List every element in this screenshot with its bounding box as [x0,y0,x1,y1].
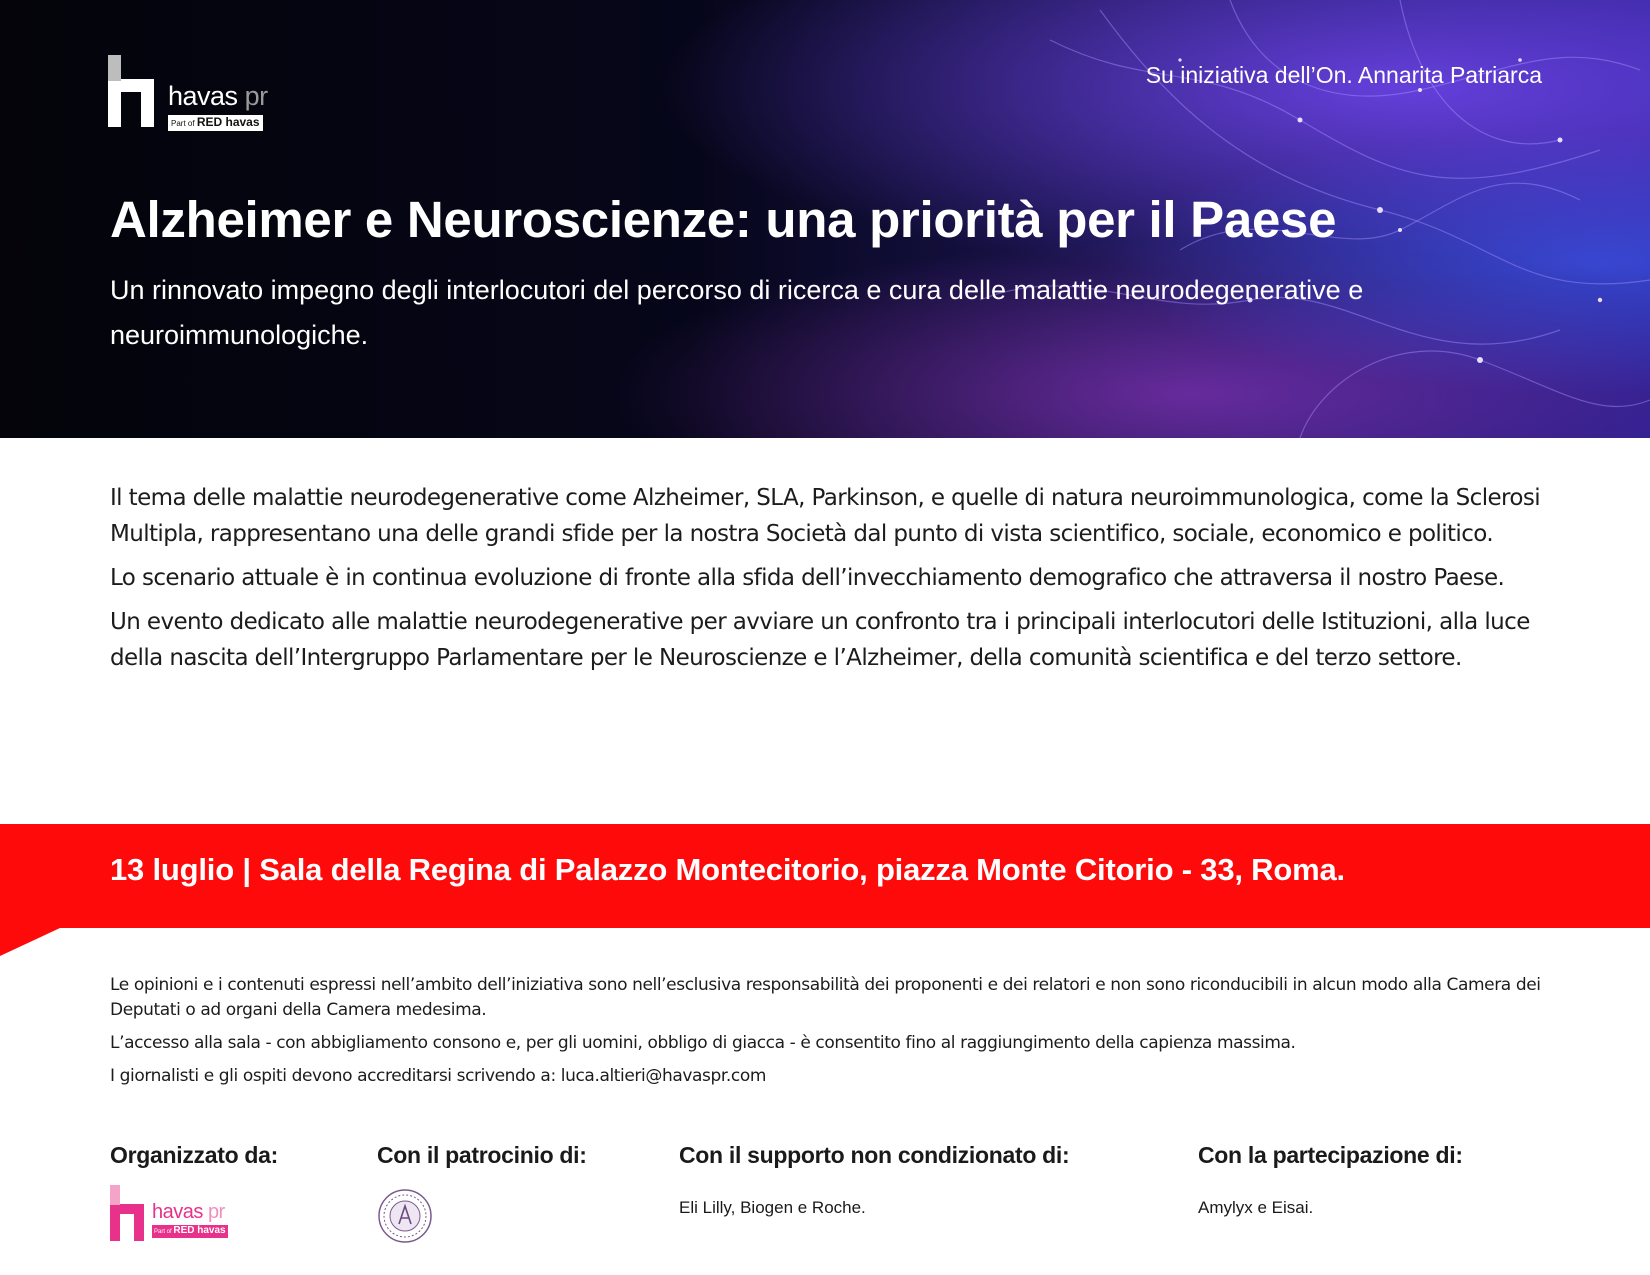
organizer-logo [110,1185,230,1241]
havas-h-mark-pink-icon [110,1185,144,1241]
havas-h-mark-icon [108,55,154,127]
organized-by-column [110,1142,278,1169]
page-title: Alzheimer e Neuroscienze: una priorità per il Paese [110,191,1337,248]
disclaimer [110,973,1550,1097]
support-title: Con il supporto non condizionato di: [679,1142,1070,1168]
patronage-title: Con il patrocinio di: [377,1142,587,1168]
disclaimer-line: Le opinioni e i contenuti espressi nell’ambito dell’iniziativa sono nell’esclusiva responsabilità dei proponenti e dei relatori e non sono riconducibili in alcun modo alla Camera dei Deputati o ad organi della Camera medesima. [110,975,1541,1020]
participation-companies: Amylyx e Eisai. [1198,1198,1314,1217]
seal-icon [377,1188,433,1244]
hero-banner [0,0,1650,438]
participation-title: Con la partecipazione di: [1198,1142,1463,1168]
organizer-logo-wordmark: havas pr [152,1201,225,1223]
participation-column [1198,1142,1463,1217]
intro-text [110,480,1550,684]
logo-tagline: Part of RED havas [168,115,263,131]
patronage-column [377,1142,587,1169]
organized-by-title: Organizzato da: [110,1142,279,1168]
support-sponsors: Eli Lilly, Biogen e Roche. [679,1198,866,1217]
logo-wordmark: havas pr [168,81,268,111]
disclaimer-line: I giornalisti e gli ospiti devono accreditarsi scrivendo a: luca.altieri@havaspr.com [110,1066,767,1086]
intro-paragraph: Lo scenario attuale è in continua evoluzione di fronte alla sfida dell’invecchiamento demografico che attraversa il nostro Paese. [110,565,1505,591]
support-column [679,1142,1070,1217]
intro-paragraph: Il tema delle malattie neurodegenerative come Alzheimer, SLA, Parkinson, e quelle di natura neuroimmunologica, come la Sclerosi Multipla, rappresentano una delle grandi sfide per la nostra Società dal punto di vista scientifico, sociale, economico e politico. [110,485,1541,547]
page-subtitle: Un rinnovato impegno degli interlocutori del percorso di ricerca e cura delle malattie neurodegenerative e neuroimmunologiche. [110,275,1364,350]
intro-paragraph: Un evento dedicato alle malattie neurodegenerative per avviare un confronto tra i principali interlocutori delle Istituzioni, alla luce della nascita dell’Intergruppo Parlamentare per le Neuroscienze e l’Alzheimer, della comunità scientifica e del terzo settore. [110,609,1530,671]
event-band [0,824,1650,956]
event-details: 13 luglio | Sala della Regina di Palazzo Montecitorio, piazza Monte Citorio - 33, Roma. [110,852,1345,887]
havas-pr-logo [108,55,278,133]
initiative-note: Su iniziativa dell’On. Annarita Patriarca [1145,62,1542,88]
organizer-logo-tagline: Part of RED havas [154,1225,226,1236]
disclaimer-line: L’accesso alla sala - con abbigliamento consono e, per gli uomini, obbligo di giacca - è consentito fino al raggiungimento della capienza massima. [110,1033,1296,1053]
